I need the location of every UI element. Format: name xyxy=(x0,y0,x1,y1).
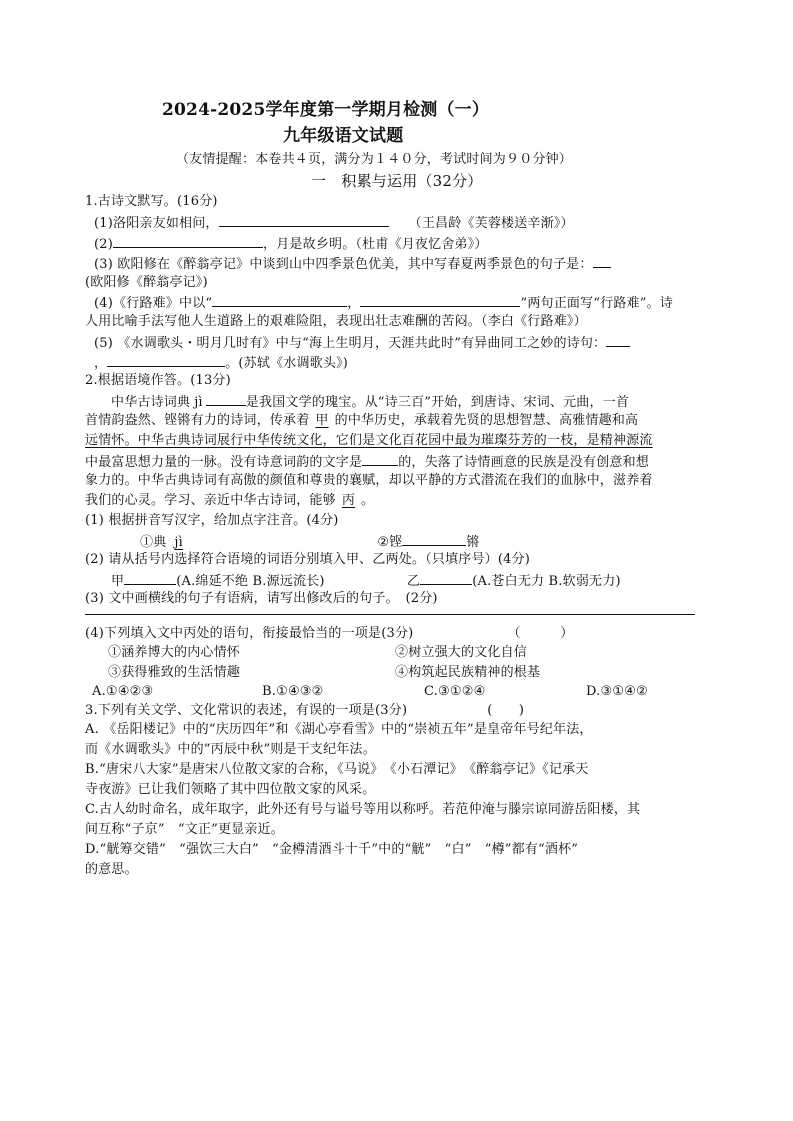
q3-title xyxy=(85,701,524,721)
passage-dotted-word: 铿锵 xyxy=(164,413,191,428)
sub2-options-yi: (A.苍白无力 B.软弱无力) xyxy=(472,574,621,589)
q2-sub1: (1) 根据拼音写汉字，给加点字注音。(4分) xyxy=(85,513,339,528)
q2-passage-line-4 xyxy=(85,451,649,473)
q3-option-d-line2: 的意思。 xyxy=(85,862,138,877)
q3-option-c-line1: C.古人幼时命名，成年取字，此外还有号与谥号等用以称呼。若范仲淹与滕宗谅同游岳阳楼，其 xyxy=(85,802,641,817)
q1-item-1 xyxy=(94,212,574,234)
q1-item-5-text: (5) 《水调歌头・明月几时有》中与“海上生明月，天涯共此时”有异曲同工之妙的诗句： xyxy=(94,336,607,351)
q1-item-1-source: （王昌龄《芙蓉楼送辛渐》） xyxy=(408,216,574,231)
passage-text: 中最富思想力量的一脉。没有诗意词韵的文字是 xyxy=(85,455,363,470)
q1-item-4-text-end: ”两句正面写“行路难”。诗 xyxy=(520,296,674,311)
passage-text: 中华古诗词典 xyxy=(111,395,191,410)
sub4-option-1: ①涵养博大的内心情怀 xyxy=(108,645,241,660)
q1-item-5-comma: ， xyxy=(94,356,108,371)
passage-text: 的，失落了诗情画意的民族是没有创意和想 xyxy=(398,455,650,470)
passage-text: 我们的心灵。学习、亲近中华古诗词，能够 xyxy=(85,493,336,508)
q3-option-b-line1: B.“唐宋八大家”是唐宋八位散文家的合称，《马说》 《小石潭记》 《醉翁亭记》《记承天 xyxy=(85,762,589,777)
sub2-options-jia: (A.绵延不绝 B.源远流长) xyxy=(176,574,325,589)
sub2-blank-jia[interactable] xyxy=(124,570,176,585)
passage-blank-jia[interactable]: 甲 xyxy=(315,413,329,428)
sub1-item-2-char: 锵 xyxy=(466,535,480,550)
sub1-item-1: ①典 xyxy=(140,535,167,550)
q1-blank-5a[interactable] xyxy=(606,332,630,347)
q3-answer-paren[interactable]: ( ) xyxy=(487,703,525,718)
section-heading: 一 积累与运用（32分） xyxy=(311,172,483,190)
passage-text: 是我国文学的瑰宝。从“诗三百”开始，到唐诗、宋词、元曲，一首 xyxy=(245,395,630,410)
q2-passage-line-5: 象力的。中华古典诗词有高傲的颜值和尊贵的襄赋，却以平静的方式潜流在我们的血脉中，滋养着 xyxy=(85,473,653,488)
q1-item-4 xyxy=(94,292,673,314)
sub4-question: (4)下列填入文中丙处的语句，衔接最恰当的一项是(3分) xyxy=(85,626,414,641)
q3-option-c-line2: 间互称“子京” “文正”更显亲近。 xyxy=(85,822,284,837)
q1-blank-4a[interactable] xyxy=(212,292,347,307)
passage-text: 的中华历史，承载着先贤的思想智慧、高雅情趣和高 xyxy=(334,413,639,428)
q1-item-5-source: 。(苏轼《水调歌头》) xyxy=(225,356,349,371)
q2-passage-line-3 xyxy=(85,431,653,451)
q3-option-a-line2: 而《水调歌头》中的“丙辰中秋”则是干支纪年法。 xyxy=(85,742,376,757)
q1-item-2 xyxy=(94,233,488,255)
sub1-blank-2[interactable] xyxy=(402,531,466,546)
q1-item-4-cont: 人用比喻手法写他人生道路上的艰难险阻，表现出壮志难酬的苦闷。（李白《行路难》） xyxy=(85,314,587,329)
q1-item-3-text: (3) 欧阳修在《醉翁亭记》中谈到山中四季景色优美，其中写春夏两季景色的句子是： xyxy=(94,257,593,272)
choice-d[interactable]: D.③①④② xyxy=(586,684,648,699)
choice-c[interactable]: C.③①②④ xyxy=(424,684,486,699)
exam-subtitle: 九年级语文试题 xyxy=(283,126,404,146)
passage-underlined-sentence: 远情怀。中华古典诗词展行中华传统文化，它们是文化百花园中最为璀璨芬芳的一枝，是精神源流 xyxy=(85,433,653,448)
choice-a[interactable]: A.①④②③ xyxy=(92,684,154,699)
q1-item-1-text: (1)洛阳亲友如相问， xyxy=(94,216,219,231)
q1-item-3 xyxy=(94,253,611,275)
q2-title: 2.根据语境作答。(13分) xyxy=(85,373,231,388)
sub4-option-3: ③获得雅致的生活情趣 xyxy=(108,665,241,680)
q1-blank-3[interactable] xyxy=(593,253,611,268)
sub4-option-4: ④构筑起民族精神的根基 xyxy=(395,665,541,680)
exam-note: （友情提醒：本卷共４页，满分为１４０分，考试时间为９０分钟） xyxy=(176,152,573,167)
passage-blank-yi[interactable] xyxy=(362,451,398,466)
sub4-option-2: ②树立强大的文化自信 xyxy=(395,645,528,660)
q1-blank-5b[interactable] xyxy=(107,352,225,367)
q2-sub2: (2) 请从括号内选择符合语境的词语分别填入甲、乙两处。（只填序号）(4分) xyxy=(85,552,531,567)
q3-question: 3.下列有关文学、文化常识的表述，有误的一项是(3分) xyxy=(85,703,408,718)
q1-title: 1.古诗文默写。(16分) xyxy=(85,194,218,209)
choice-b[interactable]: B.①④③② xyxy=(262,684,324,699)
q1-item-4-text: (4)《行路难》中以“ xyxy=(94,296,213,311)
q3-option-a-line1: A. 《岳阳楼记》中的“庆历四年”和《湖心亭看雪》中的“崇祯五年”是皇帝年号纪年法， xyxy=(85,722,593,737)
q1-blank-2[interactable] xyxy=(113,233,263,248)
sub1-item-2: ②铿 xyxy=(377,535,403,550)
sub1-blank-1[interactable]: jì xyxy=(174,535,183,550)
q2-passage-line-1 xyxy=(111,391,629,413)
passage-text: 。 xyxy=(361,493,375,508)
q1-item-5 xyxy=(94,332,630,354)
q2-passage-line-2 xyxy=(85,411,638,431)
passage-text: 首情韵盎然、 xyxy=(85,413,165,428)
passage-pinyin: jì xyxy=(194,395,203,410)
q1-blank-1[interactable] xyxy=(219,212,389,227)
q2-sub4 xyxy=(85,624,573,644)
passage-blank-ji[interactable] xyxy=(206,391,246,406)
q1-item-3-source: (欧阳修《醉翁亭记》) xyxy=(85,275,208,290)
sub2-label-jia: 甲 xyxy=(111,574,125,589)
q1-item-2-text: ，月是故乡明。（杜甫《月夜忆舍弟》） xyxy=(263,237,488,252)
passage-text: 有力的诗词，传承着 xyxy=(190,413,310,428)
q1-item-4-comma: ， xyxy=(347,296,361,311)
q1-blank-4b[interactable] xyxy=(360,292,520,307)
sub2-label-yi: 乙 xyxy=(407,574,421,589)
q2-passage-line-6 xyxy=(85,491,374,511)
q2-sub3: (3) 文中画横线的句子有语病，请写出修改后的句子。 (2分) xyxy=(85,591,438,606)
q3-option-b-line2: 寺夜游》已让我们领略了其中四位散文家的风采。 xyxy=(85,782,376,797)
q3-option-d-line1: D.“觥筹交错” “强饮三大白” “金樽清酒斗十千”中的“觥” “白” “樽”都有“酒杯” xyxy=(85,842,579,857)
sub4-answer-paren[interactable]: （ ） xyxy=(507,626,574,641)
answer-line[interactable] xyxy=(85,614,695,615)
exam-title: 2024-2025学年度第一学期月检测（一） xyxy=(162,100,490,120)
passage-blank-bing[interactable]: 丙 xyxy=(341,493,356,508)
q1-item-2-num: (2) xyxy=(94,237,114,252)
sub2-blank-yi[interactable] xyxy=(420,570,472,585)
